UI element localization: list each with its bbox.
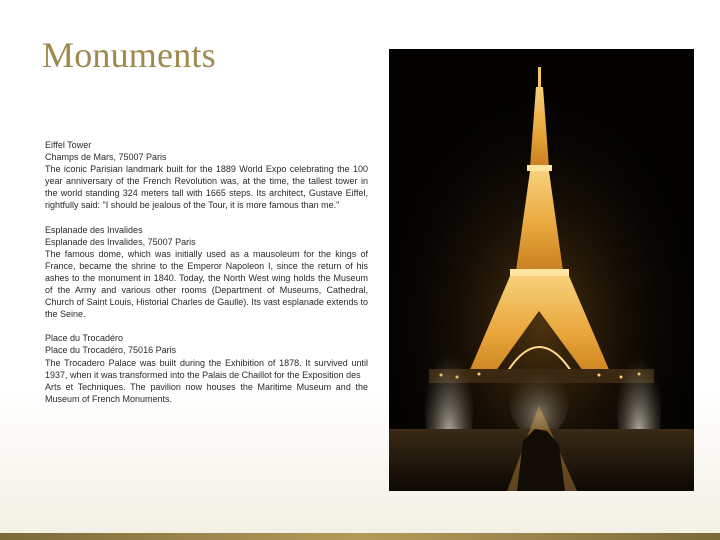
entry-place-du-trocadero (45, 332, 368, 405)
entry-name: Place du Trocadéro (45, 333, 124, 344)
entry-description: The iconic Parisian landmark built for the 1889 World Expo celebrating the 100 year anniversary of the French Revolution was, at the time, the tallest tower in the world standing 324 meters tall with 1665 steps. Its architect, Gustave Eiffel, rightfully said: "I should be jealous of the Tour, it is more famous than me." (45, 164, 368, 211)
bottom-divider (0, 533, 720, 540)
entry-description-continued: Arts et Techniques. The pavilion now houses the Maritime Museum and the Museum of French Monuments. (45, 381, 368, 404)
entry-address: Champs de Mars, 75007 Paris (45, 152, 167, 163)
entry-esplanade-des-invalides (45, 224, 368, 321)
entry-description: The famous dome, which was initially used as a mausoleum for the kings of France, became the shrine to the Emperor Napoleon I, since the return of his ashes to the monument in 1840. Today, the North West wing holds the Museum of the Army and various other rooms (Department of Museums, Cathedral, Church of Saint Louis, Historial Charles de Gaulle). Its vast esplanade extends to the Seine. (45, 248, 368, 320)
entry-name: Eiffel Tower (45, 140, 92, 150)
entry-address: Esplanade des Invalides, 75007 Paris (45, 236, 196, 247)
entry-eiffel-tower (45, 139, 368, 212)
eiffel-tower-illustration (389, 49, 694, 491)
entry-name: Esplanade des Invalides (45, 224, 143, 235)
entry-address: Place du Trocadéro, 75016 Paris (45, 345, 177, 356)
slide-title: Monuments (42, 35, 216, 75)
monument-list (45, 139, 368, 417)
eiffel-tower-photo (389, 49, 694, 491)
entry-description: The Trocadero Palace was built during the Exhibition of 1878. It survived until 1937, when it was transformed into the Palais de Chaillot for the Exposition des (45, 357, 368, 380)
